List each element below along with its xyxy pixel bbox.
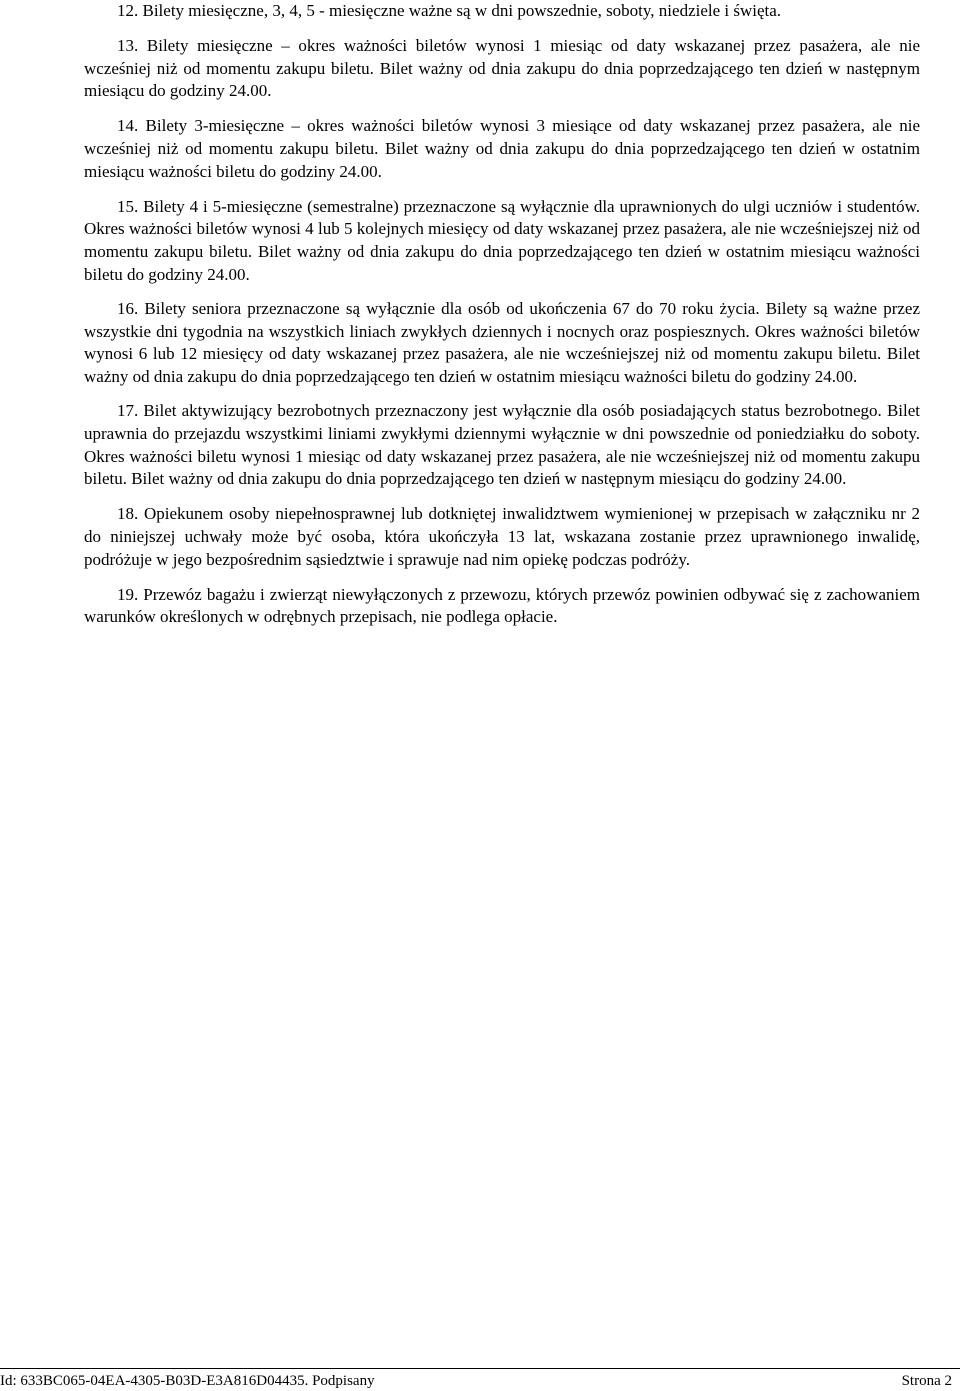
paragraph-16: 16. Bilety seniora przeznaczone są wyłącznie dla osób od ukończenia 67 do 70 roku życia. Bilety są ważne przez wszystkie dni tygodnia na wszystkich liniach zwykłych dziennych i nocnych oraz pospiesznych. Okres ważności biletów wynosi 6 lub 12 miesięcy od daty wskazanej przez pasażera, ale nie wcześniejszej niż od momentu zakupu biletu. Bilet ważny od dnia zakupu do dnia poprzedzającego ten dzień w ostatnim miesiącu ważności biletu do godziny 24.00. bbox=[84, 298, 920, 387]
paragraph-15: 15. Bilety 4 i 5-miesięczne (semestralne) przeznaczone są wyłącznie dla uprawnionych do ulgi uczniów i studentów. Okres ważności biletów wynosi 4 lub 5 kolejnych miesięcy od daty wskazanej przez pasażera, ale nie wcześniejszej niż od momentu zakupu biletu. Bilet ważny od dnia zakupu do dnia poprzedzającego ten dzień w ostatnim miesiącu ważności biletu do godziny 24.00. bbox=[84, 196, 920, 284]
paragraph-13: 13. Bilety miesięczne – okres ważności biletów wynosi 1 miesiąc od daty wskazanej przez pasażera, ale nie wcześniej niż od momentu zakupu biletu. Bilet ważny od dnia zakupu do dnia poprzedzającego ten dzień w następnym miesiącu do godziny 24.00. bbox=[84, 35, 920, 101]
paragraph-14: 14. Bilety 3-miesięczne – okres ważności biletów wynosi 3 miesiące od daty wskazanej przez pasażera, ale nie wcześniej niż od momentu zakupu biletu. Bilet ważny od dnia zakupu do dnia poprzedzającego ten dzień w ostatnim miesiącu ważności biletu do godziny 24.00. bbox=[84, 116, 920, 181]
document-body bbox=[84, 0, 920, 629]
paragraph-18: 18. Opiekunem osoby niepełnosprawnej lub dotkniętej inwalidztwem wymienionej w przepisach w załączniku nr 2 do niniejszej uchwały może być osoba, która ukończyła 13 lat, wskazana zostanie przez uprawnionego inwalidę, podróżuje w jego bezpośrednim sąsiedztwie i sprawuje nad nim opiekę podczas podróży. bbox=[84, 504, 920, 569]
document-id: Id: 633BC065-04EA-4305-B03D-E3A816D04435. Podpisany bbox=[0, 1373, 375, 1389]
paragraph-19: 19. Przewóz bagażu i zwierząt niewyłączonych z przewozu, których przewóz powinien odbywać się z zachowaniem warunków określonych w odrębnych przepisach, nie podlega opłacie. bbox=[84, 584, 920, 627]
paragraph-12: 12. Bilety miesięczne, 3, 4, 5 - miesięczne ważne są w dni powszednie, soboty, niedziele i święta. bbox=[117, 1, 782, 20]
paragraph-17: 17. Bilet aktywizujący bezrobotnych przeznaczony jest wyłącznie dla osób posiadających status bezrobotnego. Bilet uprawnia do przejazdu wszystkimi liniami zwykłymi dziennymi wyłącznie w dni powszednie od poniedziałku do soboty. Okres ważności biletu wynosi 1 miesiąc od daty wskazanej przez pasażera, ale nie wcześniejszej niż od momentu zakupu biletu. Bilet ważny od dnia zakupu do dnia poprzedzającego ten dzień w następnym miesiącu do godziny 24.00. bbox=[84, 400, 920, 489]
footer-divider bbox=[0, 1368, 960, 1369]
page-number: Strona 2 bbox=[901, 1373, 952, 1389]
